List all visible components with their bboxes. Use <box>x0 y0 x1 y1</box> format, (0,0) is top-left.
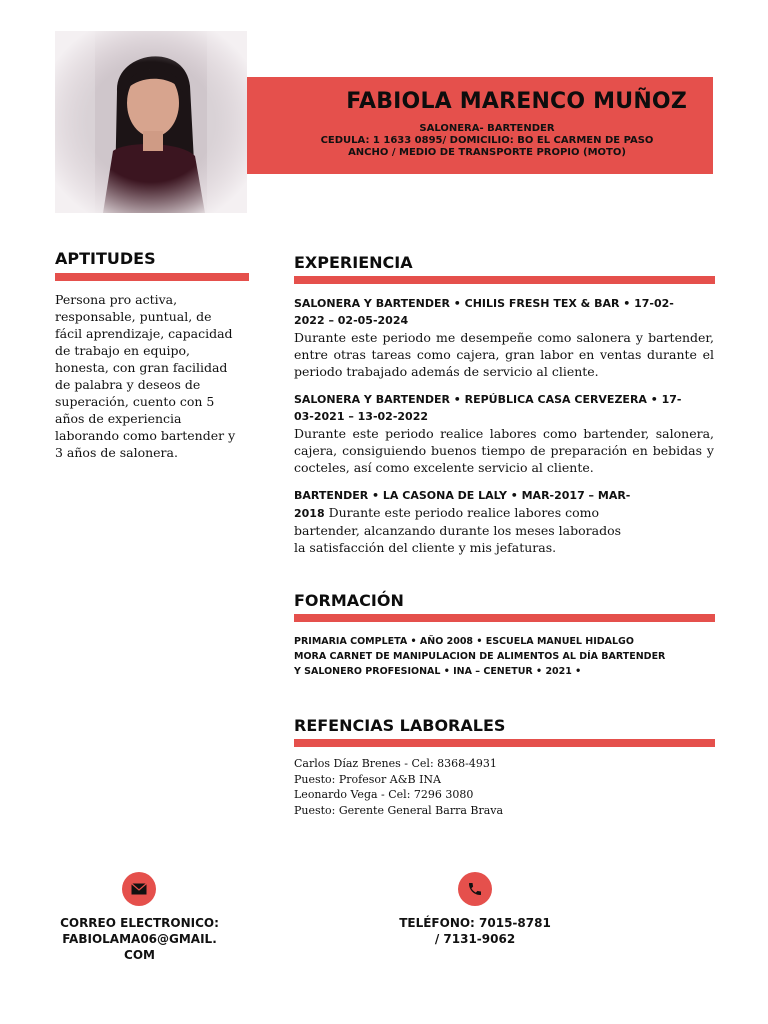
phone-label: TELÉFONO: 7015-8781 <box>399 916 551 930</box>
aptitudes-text <box>55 291 255 461</box>
job-heading: SALONERA Y BARTENDER • CHILIS FRESH TEX & BAR • 17-02- 2022 – 02-05-2024 <box>294 297 674 327</box>
aptitudes-title: APTITUDES <box>55 249 156 268</box>
reference-line: Leonardo Vega - Cel: 7296 3080 <box>294 788 474 801</box>
profile-photo <box>55 31 247 213</box>
job-title: SALONERA- BARTENDER <box>419 123 555 134</box>
aptitudes-line: responsable, puntual, de <box>55 309 212 324</box>
email-value: FABIOLAMA06@GMAIL. <box>62 932 217 946</box>
job-entry <box>294 487 714 556</box>
phone-contact <box>395 915 555 947</box>
aptitudes-line: de trabajo en equipo, <box>55 343 191 358</box>
aptitudes-line: fácil aprendizaje, capacidad <box>55 326 233 341</box>
experiencia-title: EXPERIENCIA <box>294 253 413 272</box>
aptitudes-line: honesta, con gran facilidad <box>55 360 228 375</box>
experiencia-divider <box>294 276 715 284</box>
formacion-details <box>294 634 714 679</box>
email-value: COM <box>124 948 155 962</box>
aptitudes-divider <box>55 273 249 281</box>
job-description: 2018 Durante este periodo realice labores como bartender, alcanzando durante los meses laborados la satisfacción del cliente y mis jefaturas. <box>294 505 622 555</box>
aptitudes-line: años de experiencia <box>55 411 182 426</box>
formacion-divider <box>294 614 715 622</box>
formacion-title: FORMACIÓN <box>294 591 404 610</box>
referencias-divider <box>294 739 715 747</box>
aptitudes-line: laborando como bartender y <box>55 428 236 443</box>
header-subtitle <box>287 123 687 159</box>
job-entry <box>294 295 714 380</box>
job-entry <box>294 391 714 476</box>
header-banner <box>247 77 713 174</box>
job-heading: BARTENDER • LA CASONA DE LALY • MAR-2017 – MAR- <box>294 489 631 502</box>
reference-line: Puesto: Gerente General Barra Brava <box>294 803 504 817</box>
referencias-list <box>294 756 714 818</box>
email-label: CORREO ELECTRONICO: <box>60 916 219 930</box>
formacion-line: Y SALONERO PROFESIONAL • INA – CENETUR • 2021 • <box>294 666 582 677</box>
formacion-line: MORA CARNET DE MANIPULACION DE ALIMENTOS AL DÍA BARTENDER <box>294 651 666 662</box>
reference-line: Carlos Díaz Brenes - Cel: 8368-4931 <box>294 757 497 770</box>
phone-icon <box>458 872 492 906</box>
email-contact <box>52 915 227 963</box>
address-transport-line: ANCHO / MEDIO DE TRANSPORTE PROPIO (MOTO) <box>348 147 626 158</box>
aptitudes-line: de palabra y deseos de <box>55 377 201 392</box>
formacion-line: PRIMARIA COMPLETA • AÑO 2008 • ESCUELA MANUEL HIDALGO <box>294 636 634 647</box>
job-description: Durante este periodo me desempeñe como salonera y bartender, entre otras tareas como cajera, gran labor en ventas durante el periodo trabajado además de servicio al cliente. <box>294 330 714 379</box>
job-heading: SALONERA Y BARTENDER • REPÚBLICA CASA CERVEZERA • 17- 03-2021 – 13-02-2022 <box>294 393 682 423</box>
aptitudes-line: 3 años de salonera. <box>55 445 178 460</box>
aptitudes-line: Persona pro activa, <box>55 292 178 307</box>
full-name: FABIOLA MARENCO MUÑOZ <box>346 89 687 114</box>
id-address-line: CEDULA: 1 1633 0895/ DOMICILIO: BO EL CARMEN DE PASO <box>320 135 654 146</box>
envelope-icon <box>122 872 156 906</box>
aptitudes-line: superación, cuento con 5 <box>55 394 215 409</box>
job-description: Durante este periodo realice labores como bartender, salonera, cajera, consiguiendo buenos tiempo de preparación en bebidas y cocteles, así como excelente servicio al cliente. <box>294 426 714 475</box>
reference-line: Puesto: Profesor A&B INA <box>294 772 442 786</box>
referencias-title: REFENCIAS LABORALES <box>294 716 506 735</box>
phone-value: / 7131-9062 <box>434 932 516 946</box>
